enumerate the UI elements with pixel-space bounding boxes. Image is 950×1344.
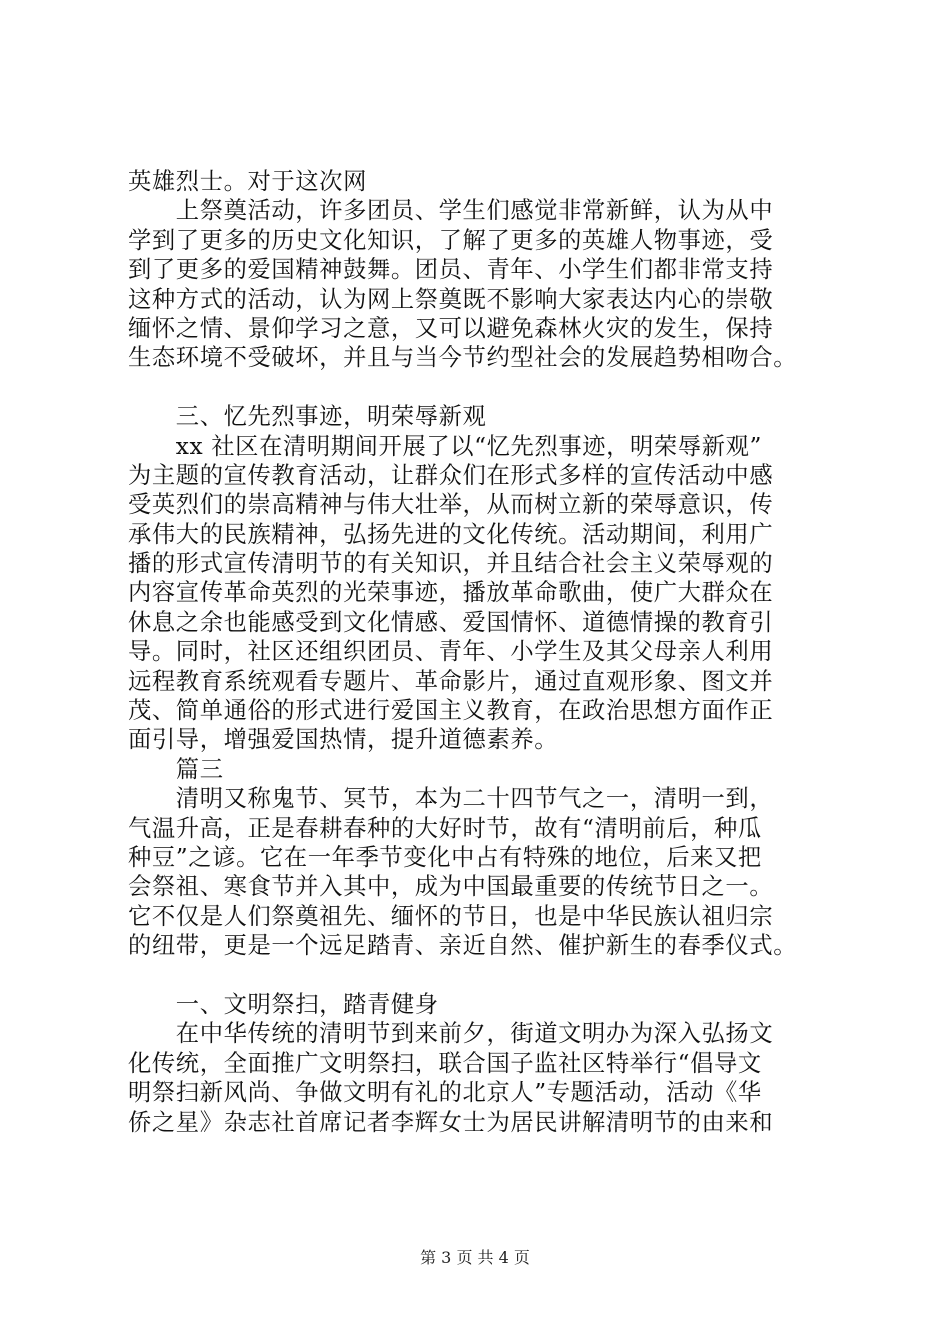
section-heading: 三、忆先烈事迹，明荣辱新观 xyxy=(128,403,487,431)
page-footer xyxy=(0,1248,950,1268)
page-number: 第 3 页 共 4 页 xyxy=(420,1248,530,1267)
text-line: 英雄烈士。对于这次网 xyxy=(128,168,367,195)
text-line: 导。同时，社区还组织团员、青年、小学生及其父母亲人利用 xyxy=(128,638,774,666)
text-line: 学到了更多的历史文化知识，了解了更多的英雄人物事迹，受 xyxy=(128,226,774,254)
text-line: 缅怀之情、景仰学习之意，又可以避免森林火灾的发生，保持 xyxy=(128,314,774,342)
text-line: 内容宣传革命英烈的光荣事迹，播放革命歌曲，使广大群众在 xyxy=(128,579,774,607)
text-line: 上祭奠活动，许多团员、学生们感觉非常新鲜，认为从中 xyxy=(128,197,774,225)
text-line: 清明又称鬼节、冥节，本为二十四节气之一，清明一到， xyxy=(128,785,774,813)
text-line: 茂、简单通俗的形式进行爱国主义教育，在政治思想方面作正 xyxy=(128,697,774,725)
text-line: xx 社区在清明期间开展了以“忆先烈事迹，明荣辱新观” xyxy=(128,432,763,460)
text-line: 会祭祖、寒食节并入其中，成为中国最重要的传统节日之一。 xyxy=(128,873,774,901)
text-line: 的纽带，更是一个远足踏青、亲近自然、催护新生的春季仪式。 xyxy=(128,932,798,960)
text-line: 播的形式宣传清明节的有关知识，并且结合社会主义荣辱观的 xyxy=(128,550,774,578)
blank-line xyxy=(128,961,828,990)
text-line: 受英烈们的崇高精神与伟大壮举，从而树立新的荣辱意识，传 xyxy=(128,491,774,519)
text-line: 这种方式的活动，认为网上祭奠既不影响大家表达内心的崇敬 xyxy=(128,285,774,313)
text-line: 在中华传统的清明节到来前夕，街道文明办为深入弘扬文 xyxy=(128,1020,774,1048)
section-heading: 篇三 xyxy=(128,755,224,783)
document-body xyxy=(128,167,828,1137)
text-line: 明祭扫新风尚、争做文明有礼的北京人”专题活动，活动《华 xyxy=(128,1079,762,1107)
blank-line xyxy=(128,373,828,402)
text-line: 远程教育系统观看专题片、革命影片，通过直观形象、图文并 xyxy=(128,667,774,695)
text-line: 到了更多的爱国精神鼓舞。团员、青年、小学生们都非常支持 xyxy=(128,256,774,284)
text-line: 承伟大的民族精神，弘扬先进的文化传统。活动期间，利用广 xyxy=(128,520,774,548)
text-line: 侨之星》杂志社首席记者李辉女士为居民讲解清明节的由来和 xyxy=(128,1108,774,1136)
text-line: 为主题的宣传教育活动，让群众们在形式多样的宣传活动中感 xyxy=(128,461,774,489)
section-heading: 一、文明祭扫，踏青健身 xyxy=(128,990,439,1018)
text-line: 休息之余也能感受到文化情感、爱国情怀、道德情操的教育引 xyxy=(128,608,774,636)
text-line: 气温升高，正是春耕春种的大好时节，故有“清明前后，种瓜 xyxy=(128,814,762,842)
text-line: 它不仅是人们祭奠祖先、缅怀的节日，也是中华民族认祖归宗 xyxy=(128,902,774,930)
text-line: 生态环境不受破坏，并且与当今节约型社会的发展趋势相吻合。 xyxy=(128,344,798,372)
text-line: 面引导，增强爱国热情，提升道德素养。 xyxy=(128,726,559,754)
text-line: 化传统，全面推广文明祭扫，联合国子监社区特举行“倡导文 xyxy=(128,1049,762,1077)
text-line: 种豆”之谚。它在一年季节变化中占有特殊的地位，后来又把 xyxy=(128,843,762,871)
